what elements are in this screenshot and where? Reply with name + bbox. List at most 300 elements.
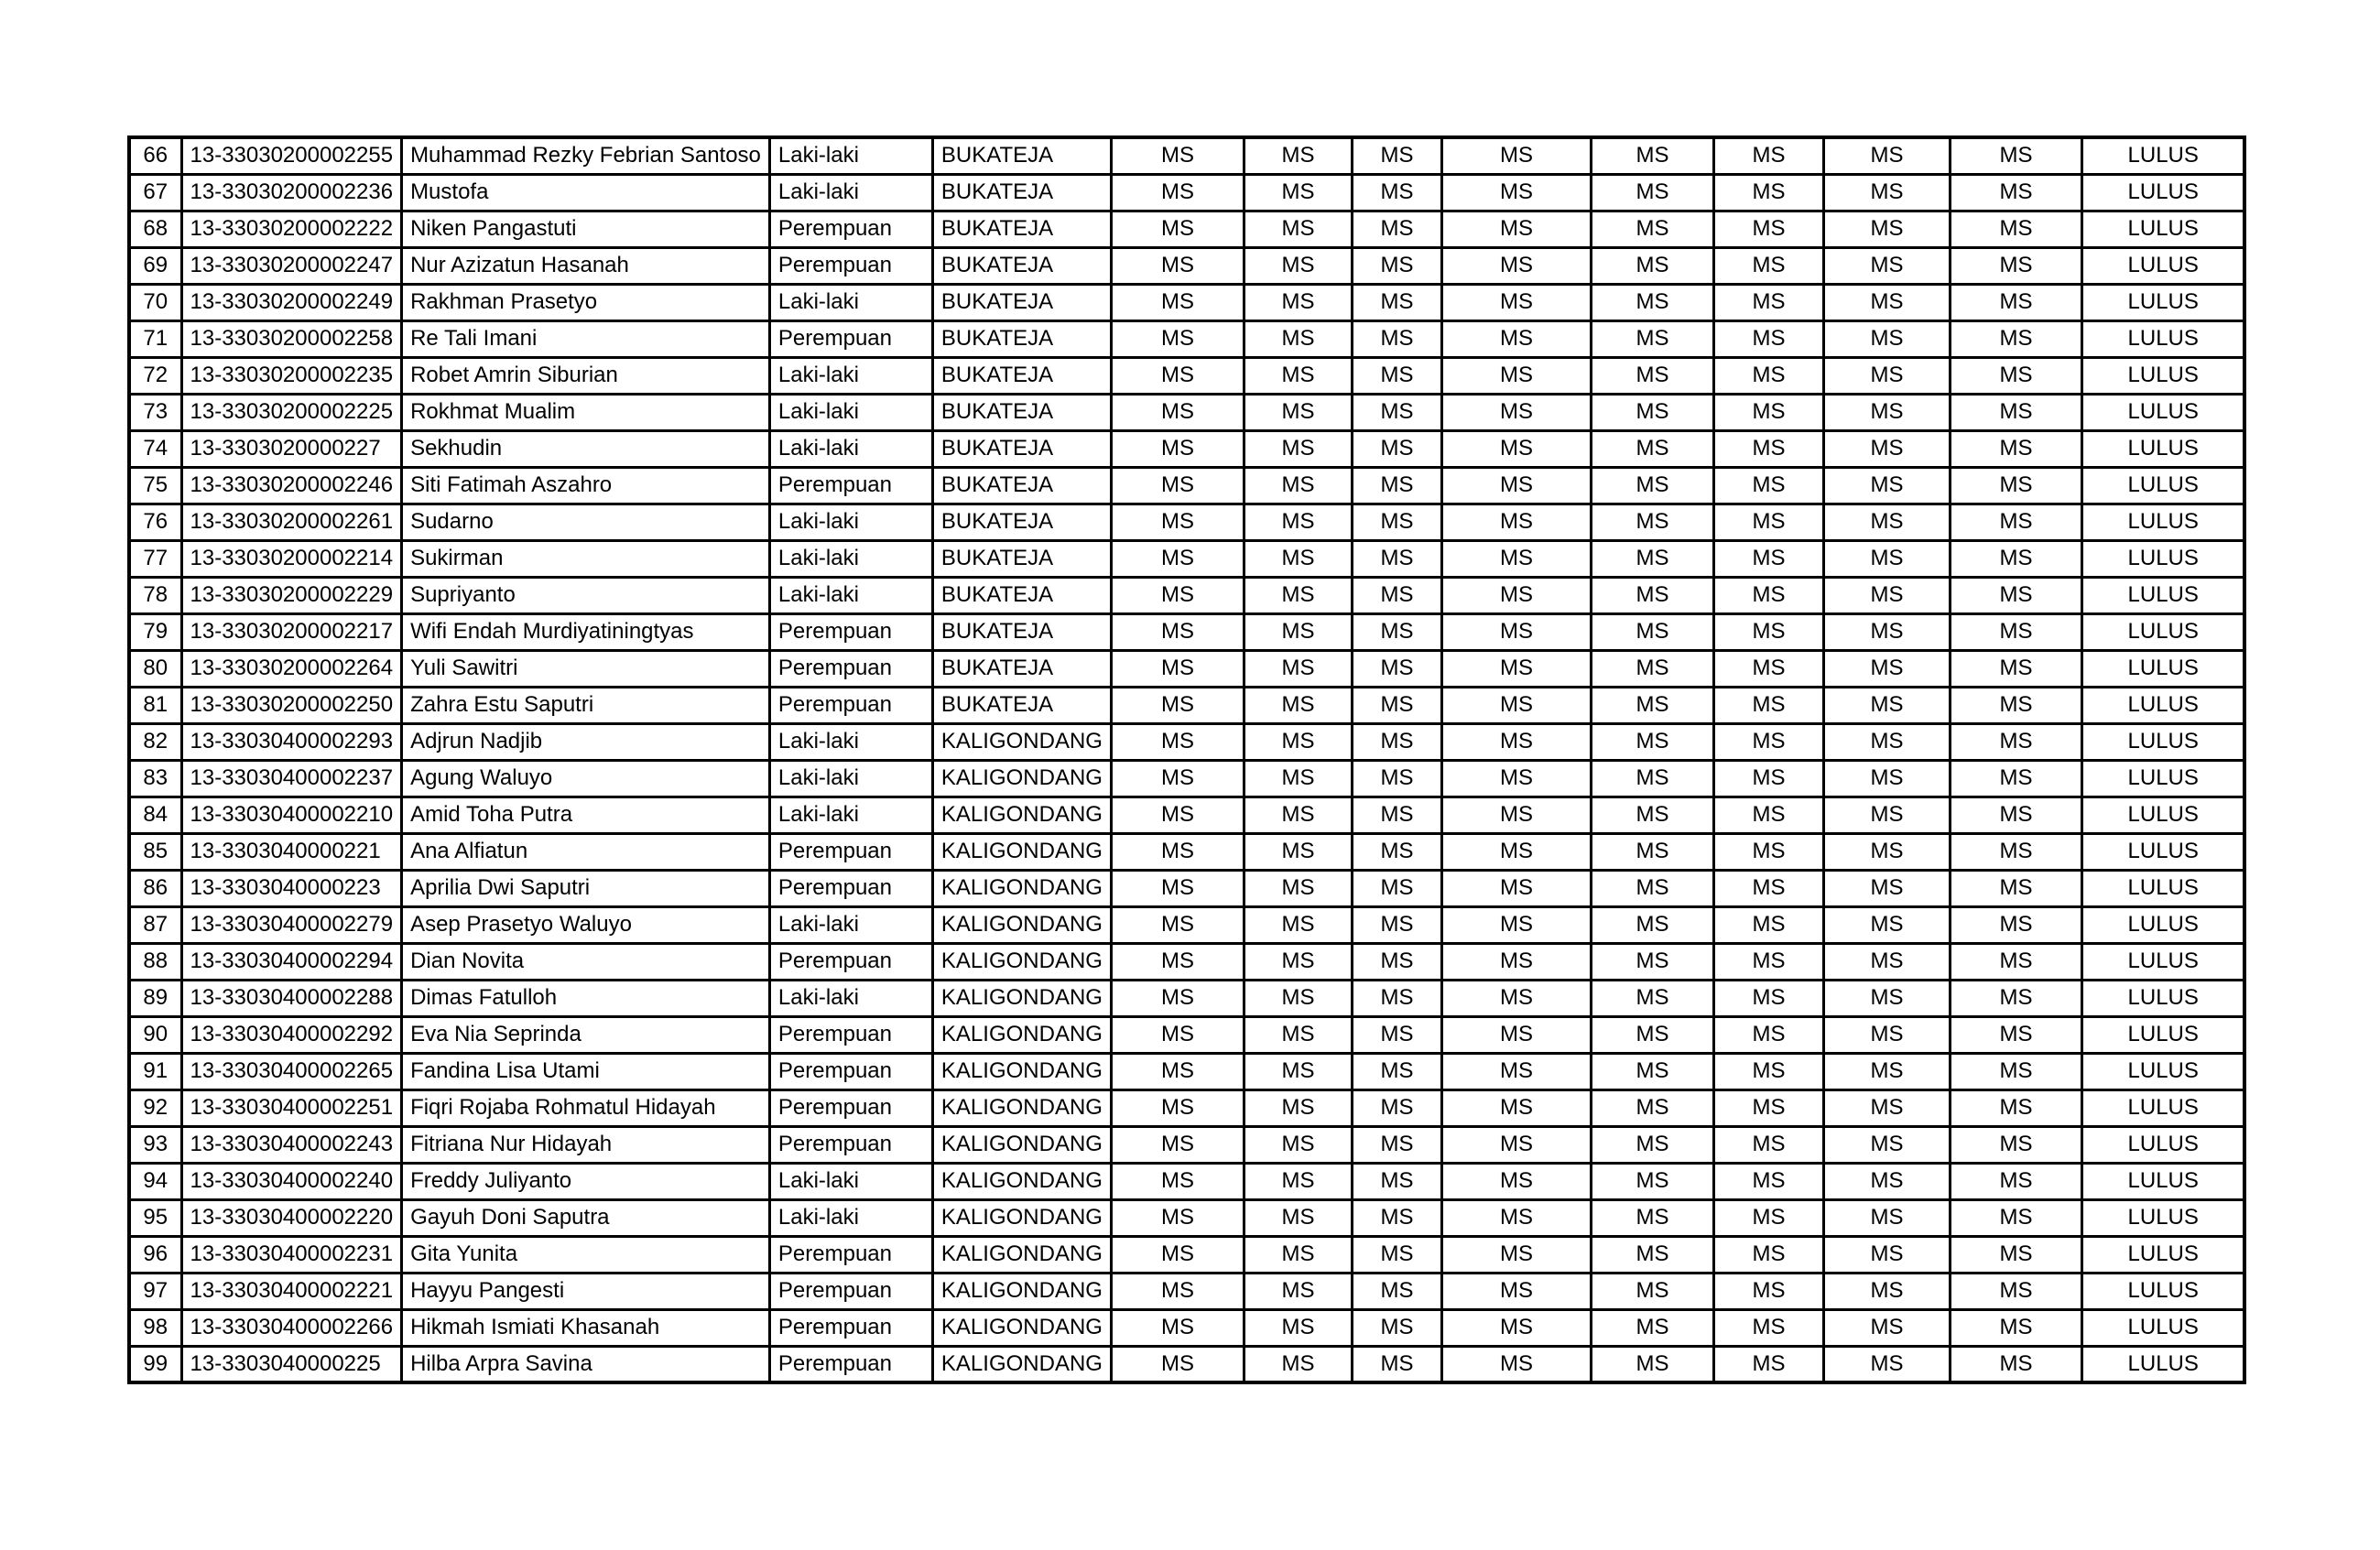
cell-ms-6: MS bbox=[1713, 870, 1823, 906]
cell-ms-5: MS bbox=[1591, 1016, 1713, 1053]
cell-ms-6: MS bbox=[1713, 430, 1823, 467]
cell-registration-number: 13-33030200002264 bbox=[181, 650, 402, 687]
cell-ms-7: MS bbox=[1823, 1346, 1950, 1382]
cell-ms-2: MS bbox=[1244, 211, 1352, 247]
cell-name: Hikmah Ismiati Khasanah bbox=[402, 1309, 770, 1346]
cell-ms-1: MS bbox=[1111, 943, 1244, 980]
cell-ms-4: MS bbox=[1441, 1016, 1591, 1053]
cell-ms-2: MS bbox=[1244, 980, 1352, 1016]
cell-registration-number: 13-33030200002247 bbox=[181, 247, 402, 284]
cell-status: LULUS bbox=[2081, 980, 2244, 1016]
cell-name: Wifi Endah Murdiyatiningtyas bbox=[402, 613, 770, 650]
cell-ms-4: MS bbox=[1441, 137, 1591, 174]
cell-registration-number: 13-33030400002221 bbox=[181, 1273, 402, 1309]
cell-status: LULUS bbox=[2081, 320, 2244, 357]
cell-ms-5: MS bbox=[1591, 174, 1713, 211]
cell-district: KALIGONDANG bbox=[932, 906, 1111, 943]
cell-district: BUKATEJA bbox=[932, 650, 1111, 687]
cell-status: LULUS bbox=[2081, 467, 2244, 504]
cell-ms-8: MS bbox=[1950, 320, 2081, 357]
cell-gender: Perempuan bbox=[769, 1126, 932, 1163]
cell-district: BUKATEJA bbox=[932, 504, 1111, 540]
cell-ms-6: MS bbox=[1713, 1309, 1823, 1346]
cell-ms-5: MS bbox=[1591, 1273, 1713, 1309]
cell-name: Aprilia Dwi Saputri bbox=[402, 870, 770, 906]
cell-ms-3: MS bbox=[1352, 650, 1441, 687]
cell-status: LULUS bbox=[2081, 1089, 2244, 1126]
cell-ms-4: MS bbox=[1441, 174, 1591, 211]
cell-ms-4: MS bbox=[1441, 540, 1591, 577]
cell-ms-1: MS bbox=[1111, 1126, 1244, 1163]
cell-ms-5: MS bbox=[1591, 906, 1713, 943]
cell-ms-2: MS bbox=[1244, 577, 1352, 613]
cell-ms-2: MS bbox=[1244, 613, 1352, 650]
cell-status: LULUS bbox=[2081, 943, 2244, 980]
cell-ms-1: MS bbox=[1111, 1236, 1244, 1273]
cell-ms-1: MS bbox=[1111, 980, 1244, 1016]
cell-ms-8: MS bbox=[1950, 870, 2081, 906]
cell-no: 74 bbox=[129, 430, 181, 467]
cell-ms-5: MS bbox=[1591, 430, 1713, 467]
table-row bbox=[129, 980, 2244, 1016]
cell-no: 83 bbox=[129, 760, 181, 797]
cell-gender: Laki-laki bbox=[769, 1199, 932, 1236]
cell-registration-number: 13-33030400002279 bbox=[181, 906, 402, 943]
cell-ms-3: MS bbox=[1352, 357, 1441, 394]
cell-ms-3: MS bbox=[1352, 577, 1441, 613]
cell-name: Supriyanto bbox=[402, 577, 770, 613]
cell-registration-number: 13-33030200002249 bbox=[181, 284, 402, 320]
cell-ms-5: MS bbox=[1591, 797, 1713, 833]
cell-registration-number: 13-33030400002294 bbox=[181, 943, 402, 980]
cell-ms-1: MS bbox=[1111, 1273, 1244, 1309]
cell-district: KALIGONDANG bbox=[932, 1309, 1111, 1346]
cell-ms-6: MS bbox=[1713, 357, 1823, 394]
cell-ms-8: MS bbox=[1950, 613, 2081, 650]
cell-ms-8: MS bbox=[1950, 540, 2081, 577]
cell-name: Niken Pangastuti bbox=[402, 211, 770, 247]
cell-ms-6: MS bbox=[1713, 797, 1823, 833]
cell-ms-3: MS bbox=[1352, 504, 1441, 540]
cell-ms-7: MS bbox=[1823, 1016, 1950, 1053]
cell-ms-2: MS bbox=[1244, 1053, 1352, 1089]
cell-ms-2: MS bbox=[1244, 760, 1352, 797]
cell-ms-8: MS bbox=[1950, 797, 2081, 833]
cell-ms-1: MS bbox=[1111, 870, 1244, 906]
cell-ms-7: MS bbox=[1823, 943, 1950, 980]
cell-ms-7: MS bbox=[1823, 577, 1950, 613]
cell-ms-7: MS bbox=[1823, 357, 1950, 394]
cell-ms-7: MS bbox=[1823, 1309, 1950, 1346]
cell-ms-1: MS bbox=[1111, 833, 1244, 870]
cell-ms-3: MS bbox=[1352, 1053, 1441, 1089]
cell-status: LULUS bbox=[2081, 284, 2244, 320]
cell-ms-7: MS bbox=[1823, 1273, 1950, 1309]
cell-ms-8: MS bbox=[1950, 247, 2081, 284]
cell-district: KALIGONDANG bbox=[932, 833, 1111, 870]
cell-ms-3: MS bbox=[1352, 980, 1441, 1016]
cell-ms-3: MS bbox=[1352, 1309, 1441, 1346]
cell-ms-1: MS bbox=[1111, 1016, 1244, 1053]
cell-ms-1: MS bbox=[1111, 687, 1244, 723]
cell-ms-3: MS bbox=[1352, 211, 1441, 247]
cell-ms-3: MS bbox=[1352, 1346, 1441, 1382]
cell-ms-6: MS bbox=[1713, 137, 1823, 174]
cell-ms-5: MS bbox=[1591, 467, 1713, 504]
cell-ms-5: MS bbox=[1591, 211, 1713, 247]
cell-ms-4: MS bbox=[1441, 1126, 1591, 1163]
cell-status: LULUS bbox=[2081, 540, 2244, 577]
cell-name: Fandina Lisa Utami bbox=[402, 1053, 770, 1089]
cell-district: KALIGONDANG bbox=[932, 1126, 1111, 1163]
cell-ms-1: MS bbox=[1111, 723, 1244, 760]
cell-ms-5: MS bbox=[1591, 1163, 1713, 1199]
table-row bbox=[129, 1163, 2244, 1199]
cell-district: KALIGONDANG bbox=[932, 943, 1111, 980]
cell-no: 94 bbox=[129, 1163, 181, 1199]
cell-district: BUKATEJA bbox=[932, 613, 1111, 650]
cell-no: 66 bbox=[129, 137, 181, 174]
cell-ms-3: MS bbox=[1352, 613, 1441, 650]
cell-ms-7: MS bbox=[1823, 980, 1950, 1016]
cell-ms-4: MS bbox=[1441, 357, 1591, 394]
cell-ms-8: MS bbox=[1950, 687, 2081, 723]
cell-district: KALIGONDANG bbox=[932, 980, 1111, 1016]
cell-name: Adjrun Nadjib bbox=[402, 723, 770, 760]
cell-district: BUKATEJA bbox=[932, 320, 1111, 357]
cell-ms-2: MS bbox=[1244, 1089, 1352, 1126]
cell-registration-number: 13-33030200002229 bbox=[181, 577, 402, 613]
cell-name: Eva Nia Seprinda bbox=[402, 1016, 770, 1053]
cell-gender: Laki-laki bbox=[769, 540, 932, 577]
cell-status: LULUS bbox=[2081, 687, 2244, 723]
cell-ms-2: MS bbox=[1244, 943, 1352, 980]
cell-ms-2: MS bbox=[1244, 1309, 1352, 1346]
cell-ms-7: MS bbox=[1823, 174, 1950, 211]
cell-no: 92 bbox=[129, 1089, 181, 1126]
cell-registration-number: 13-33030200002250 bbox=[181, 687, 402, 723]
cell-ms-5: MS bbox=[1591, 980, 1713, 1016]
cell-ms-3: MS bbox=[1352, 870, 1441, 906]
cell-no: 81 bbox=[129, 687, 181, 723]
cell-ms-6: MS bbox=[1713, 1346, 1823, 1382]
cell-registration-number: 13-33030200002222 bbox=[181, 211, 402, 247]
table-row bbox=[129, 540, 2244, 577]
table-row bbox=[129, 577, 2244, 613]
cell-ms-6: MS bbox=[1713, 833, 1823, 870]
cell-gender: Laki-laki bbox=[769, 723, 932, 760]
cell-name: Gayuh Doni Saputra bbox=[402, 1199, 770, 1236]
cell-ms-6: MS bbox=[1713, 1199, 1823, 1236]
cell-ms-1: MS bbox=[1111, 1309, 1244, 1346]
cell-ms-4: MS bbox=[1441, 320, 1591, 357]
cell-registration-number: 13-33030200002217 bbox=[181, 613, 402, 650]
cell-registration-number: 13-33030400002251 bbox=[181, 1089, 402, 1126]
cell-gender: Perempuan bbox=[769, 1089, 932, 1126]
cell-gender: Laki-laki bbox=[769, 357, 932, 394]
cell-district: KALIGONDANG bbox=[932, 1199, 1111, 1236]
cell-ms-1: MS bbox=[1111, 174, 1244, 211]
cell-status: LULUS bbox=[2081, 797, 2244, 833]
cell-ms-4: MS bbox=[1441, 1346, 1591, 1382]
table-row bbox=[129, 320, 2244, 357]
cell-gender: Laki-laki bbox=[769, 137, 932, 174]
table-row bbox=[129, 723, 2244, 760]
cell-district: BUKATEJA bbox=[932, 174, 1111, 211]
cell-name: Yuli Sawitri bbox=[402, 650, 770, 687]
cell-ms-8: MS bbox=[1950, 174, 2081, 211]
cell-ms-3: MS bbox=[1352, 174, 1441, 211]
cell-ms-8: MS bbox=[1950, 906, 2081, 943]
results-table bbox=[127, 135, 2246, 1384]
cell-ms-2: MS bbox=[1244, 1346, 1352, 1382]
cell-gender: Laki-laki bbox=[769, 504, 932, 540]
cell-gender: Perempuan bbox=[769, 1236, 932, 1273]
cell-ms-4: MS bbox=[1441, 943, 1591, 980]
cell-no: 80 bbox=[129, 650, 181, 687]
cell-ms-1: MS bbox=[1111, 1053, 1244, 1089]
cell-no: 68 bbox=[129, 211, 181, 247]
cell-ms-3: MS bbox=[1352, 1199, 1441, 1236]
cell-name: Sukirman bbox=[402, 540, 770, 577]
cell-status: LULUS bbox=[2081, 1273, 2244, 1309]
cell-status: LULUS bbox=[2081, 723, 2244, 760]
cell-ms-4: MS bbox=[1441, 504, 1591, 540]
cell-ms-1: MS bbox=[1111, 540, 1244, 577]
cell-name: Sekhudin bbox=[402, 430, 770, 467]
table-row bbox=[129, 1236, 2244, 1273]
cell-ms-6: MS bbox=[1713, 906, 1823, 943]
cell-name: Zahra Estu Saputri bbox=[402, 687, 770, 723]
cell-gender: Perempuan bbox=[769, 1309, 932, 1346]
cell-ms-6: MS bbox=[1713, 980, 1823, 1016]
cell-name: Dimas Fatulloh bbox=[402, 980, 770, 1016]
cell-ms-6: MS bbox=[1713, 760, 1823, 797]
cell-status: LULUS bbox=[2081, 1346, 2244, 1382]
table-row bbox=[129, 687, 2244, 723]
cell-district: KALIGONDANG bbox=[932, 797, 1111, 833]
cell-ms-7: MS bbox=[1823, 650, 1950, 687]
cell-status: LULUS bbox=[2081, 1163, 2244, 1199]
table-row bbox=[129, 1346, 2244, 1382]
cell-ms-3: MS bbox=[1352, 1126, 1441, 1163]
cell-ms-5: MS bbox=[1591, 1236, 1713, 1273]
cell-status: LULUS bbox=[2081, 613, 2244, 650]
cell-registration-number: 13-33030400002237 bbox=[181, 760, 402, 797]
cell-ms-5: MS bbox=[1591, 613, 1713, 650]
cell-ms-2: MS bbox=[1244, 1016, 1352, 1053]
cell-ms-5: MS bbox=[1591, 833, 1713, 870]
cell-ms-5: MS bbox=[1591, 284, 1713, 320]
cell-ms-8: MS bbox=[1950, 1199, 2081, 1236]
cell-no: 67 bbox=[129, 174, 181, 211]
cell-ms-2: MS bbox=[1244, 357, 1352, 394]
table-row bbox=[129, 430, 2244, 467]
cell-name: Hayyu Pangesti bbox=[402, 1273, 770, 1309]
cell-ms-8: MS bbox=[1950, 1163, 2081, 1199]
cell-ms-7: MS bbox=[1823, 430, 1950, 467]
cell-ms-4: MS bbox=[1441, 1273, 1591, 1309]
cell-ms-4: MS bbox=[1441, 247, 1591, 284]
table-row bbox=[129, 394, 2244, 430]
cell-ms-6: MS bbox=[1713, 650, 1823, 687]
cell-ms-1: MS bbox=[1111, 211, 1244, 247]
cell-ms-5: MS bbox=[1591, 1089, 1713, 1126]
cell-ms-7: MS bbox=[1823, 797, 1950, 833]
cell-ms-2: MS bbox=[1244, 687, 1352, 723]
cell-ms-3: MS bbox=[1352, 394, 1441, 430]
table-row bbox=[129, 1053, 2244, 1089]
cell-ms-7: MS bbox=[1823, 760, 1950, 797]
cell-ms-8: MS bbox=[1950, 980, 2081, 1016]
cell-ms-6: MS bbox=[1713, 211, 1823, 247]
cell-ms-7: MS bbox=[1823, 320, 1950, 357]
cell-ms-4: MS bbox=[1441, 613, 1591, 650]
cell-registration-number: 13-3303020000227 bbox=[181, 430, 402, 467]
cell-ms-8: MS bbox=[1950, 357, 2081, 394]
cell-ms-7: MS bbox=[1823, 211, 1950, 247]
cell-registration-number: 13-3303040000221 bbox=[181, 833, 402, 870]
cell-district: KALIGONDANG bbox=[932, 1236, 1111, 1273]
cell-ms-1: MS bbox=[1111, 1346, 1244, 1382]
cell-gender: Laki-laki bbox=[769, 284, 932, 320]
cell-ms-2: MS bbox=[1244, 467, 1352, 504]
cell-ms-7: MS bbox=[1823, 137, 1950, 174]
cell-district: BUKATEJA bbox=[932, 540, 1111, 577]
cell-ms-4: MS bbox=[1441, 211, 1591, 247]
cell-registration-number: 13-33030400002220 bbox=[181, 1199, 402, 1236]
cell-ms-7: MS bbox=[1823, 833, 1950, 870]
cell-ms-7: MS bbox=[1823, 1236, 1950, 1273]
cell-gender: Laki-laki bbox=[769, 797, 932, 833]
cell-ms-4: MS bbox=[1441, 1089, 1591, 1126]
table-row bbox=[129, 760, 2244, 797]
cell-name: Gita Yunita bbox=[402, 1236, 770, 1273]
cell-registration-number: 13-33030200002235 bbox=[181, 357, 402, 394]
cell-no: 98 bbox=[129, 1309, 181, 1346]
cell-status: LULUS bbox=[2081, 650, 2244, 687]
table-row bbox=[129, 797, 2244, 833]
cell-ms-8: MS bbox=[1950, 467, 2081, 504]
cell-ms-8: MS bbox=[1950, 1053, 2081, 1089]
cell-ms-2: MS bbox=[1244, 137, 1352, 174]
cell-ms-2: MS bbox=[1244, 247, 1352, 284]
cell-ms-5: MS bbox=[1591, 723, 1713, 760]
cell-no: 78 bbox=[129, 577, 181, 613]
cell-ms-4: MS bbox=[1441, 650, 1591, 687]
cell-name: Robet Amrin Siburian bbox=[402, 357, 770, 394]
table-row bbox=[129, 943, 2244, 980]
cell-registration-number: 13-33030200002225 bbox=[181, 394, 402, 430]
cell-status: LULUS bbox=[2081, 1199, 2244, 1236]
cell-ms-7: MS bbox=[1823, 1053, 1950, 1089]
cell-ms-6: MS bbox=[1713, 394, 1823, 430]
cell-name: Agung Waluyo bbox=[402, 760, 770, 797]
cell-ms-6: MS bbox=[1713, 1089, 1823, 1126]
cell-ms-6: MS bbox=[1713, 1273, 1823, 1309]
table-row bbox=[129, 137, 2244, 174]
cell-district: BUKATEJA bbox=[932, 137, 1111, 174]
table-row bbox=[129, 1273, 2244, 1309]
cell-ms-8: MS bbox=[1950, 577, 2081, 613]
cell-ms-1: MS bbox=[1111, 430, 1244, 467]
cell-ms-1: MS bbox=[1111, 504, 1244, 540]
cell-ms-4: MS bbox=[1441, 430, 1591, 467]
cell-name: Sudarno bbox=[402, 504, 770, 540]
cell-name: Re Tali Imani bbox=[402, 320, 770, 357]
cell-no: 77 bbox=[129, 540, 181, 577]
cell-ms-1: MS bbox=[1111, 760, 1244, 797]
cell-ms-2: MS bbox=[1244, 1199, 1352, 1236]
cell-ms-3: MS bbox=[1352, 137, 1441, 174]
cell-ms-4: MS bbox=[1441, 284, 1591, 320]
table-row bbox=[129, 1199, 2244, 1236]
cell-ms-2: MS bbox=[1244, 797, 1352, 833]
cell-ms-3: MS bbox=[1352, 1236, 1441, 1273]
cell-district: BUKATEJA bbox=[932, 284, 1111, 320]
cell-ms-4: MS bbox=[1441, 797, 1591, 833]
cell-gender: Perempuan bbox=[769, 1346, 932, 1382]
cell-no: 75 bbox=[129, 467, 181, 504]
cell-ms-7: MS bbox=[1823, 1199, 1950, 1236]
cell-ms-6: MS bbox=[1713, 467, 1823, 504]
cell-ms-8: MS bbox=[1950, 1016, 2081, 1053]
cell-registration-number: 13-33030400002266 bbox=[181, 1309, 402, 1346]
cell-status: LULUS bbox=[2081, 174, 2244, 211]
cell-no: 84 bbox=[129, 797, 181, 833]
cell-ms-6: MS bbox=[1713, 723, 1823, 760]
cell-ms-5: MS bbox=[1591, 1126, 1713, 1163]
table-row bbox=[129, 1016, 2244, 1053]
cell-ms-7: MS bbox=[1823, 284, 1950, 320]
cell-ms-5: MS bbox=[1591, 357, 1713, 394]
cell-gender: Perempuan bbox=[769, 211, 932, 247]
cell-status: LULUS bbox=[2081, 357, 2244, 394]
cell-ms-6: MS bbox=[1713, 540, 1823, 577]
table-row bbox=[129, 1126, 2244, 1163]
cell-ms-3: MS bbox=[1352, 1273, 1441, 1309]
cell-ms-8: MS bbox=[1950, 1309, 2081, 1346]
cell-status: LULUS bbox=[2081, 394, 2244, 430]
cell-ms-4: MS bbox=[1441, 723, 1591, 760]
cell-registration-number: 13-3303040000225 bbox=[181, 1346, 402, 1382]
cell-registration-number: 13-33030400002265 bbox=[181, 1053, 402, 1089]
cell-gender: Perempuan bbox=[769, 833, 932, 870]
cell-no: 70 bbox=[129, 284, 181, 320]
cell-ms-2: MS bbox=[1244, 504, 1352, 540]
cell-ms-3: MS bbox=[1352, 1163, 1441, 1199]
cell-ms-3: MS bbox=[1352, 687, 1441, 723]
cell-ms-2: MS bbox=[1244, 723, 1352, 760]
cell-ms-8: MS bbox=[1950, 1126, 2081, 1163]
cell-ms-4: MS bbox=[1441, 467, 1591, 504]
cell-ms-1: MS bbox=[1111, 320, 1244, 357]
cell-registration-number: 13-33030400002231 bbox=[181, 1236, 402, 1273]
cell-status: LULUS bbox=[2081, 1309, 2244, 1346]
cell-no: 87 bbox=[129, 906, 181, 943]
cell-no: 86 bbox=[129, 870, 181, 906]
cell-ms-2: MS bbox=[1244, 1273, 1352, 1309]
cell-ms-8: MS bbox=[1950, 504, 2081, 540]
cell-name: Muhammad Rezky Febrian Santoso bbox=[402, 137, 770, 174]
cell-ms-5: MS bbox=[1591, 870, 1713, 906]
cell-district: BUKATEJA bbox=[932, 467, 1111, 504]
cell-gender: Laki-laki bbox=[769, 980, 932, 1016]
cell-ms-4: MS bbox=[1441, 1309, 1591, 1346]
cell-no: 71 bbox=[129, 320, 181, 357]
cell-gender: Laki-laki bbox=[769, 760, 932, 797]
cell-ms-7: MS bbox=[1823, 1163, 1950, 1199]
